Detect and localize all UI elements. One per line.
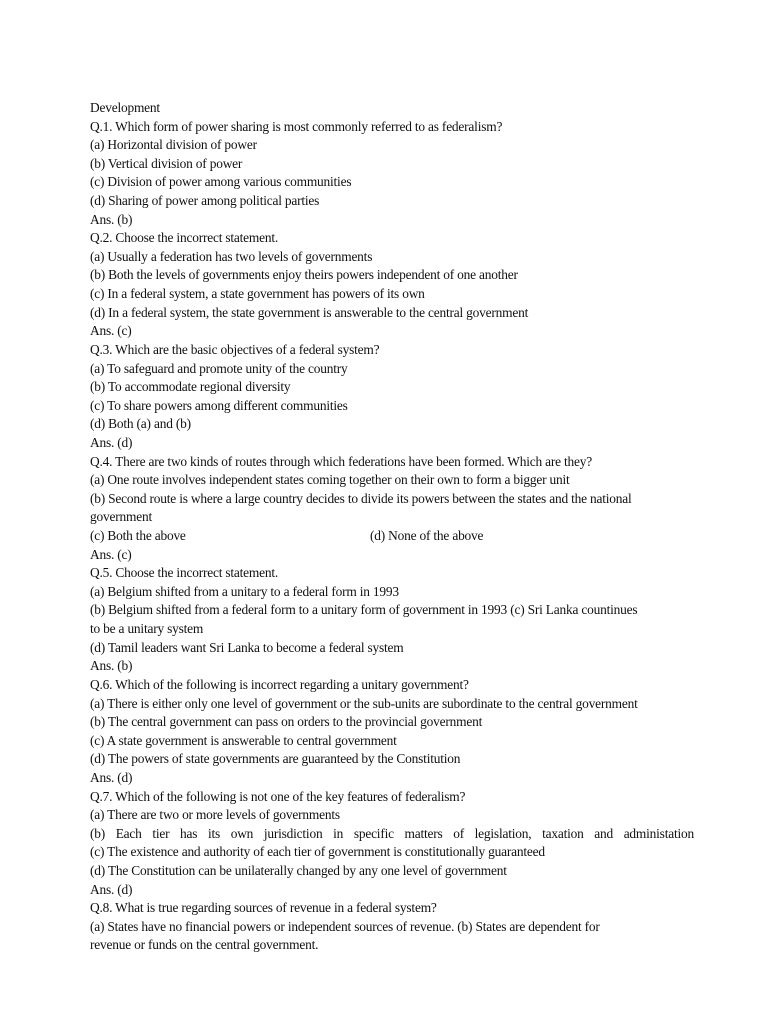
q3-answer: Ans. (d) — [90, 434, 133, 450]
q3-option-d: (d) Both (a) and (b) — [90, 416, 191, 432]
q2-option-b: (b) Both the levels of governments enjoy theirs powers independent of one another — [90, 267, 518, 283]
question-5: Q.5. Choose the incorrect statement. — [90, 565, 279, 581]
question-6: Q.6. Which of the following is incorrect regarding a unitary government? — [90, 676, 469, 692]
q7-option-a: (a) There are two or more levels of governments — [90, 807, 340, 823]
q2-option-d: (d) In a federal system, the state government is answerable to the central government — [90, 304, 529, 320]
q1-answer: Ans. (b) — [90, 211, 133, 227]
q5-answer: Ans. (b) — [90, 658, 133, 674]
q2-option-a: (a) Usually a federation has two levels of governments — [90, 248, 373, 264]
q4-answer: Ans. (c) — [90, 546, 132, 562]
q3-option-b: (b) To accommodate regional diversity — [90, 379, 291, 395]
q1-option-d: (d) Sharing of power among political parties — [90, 193, 320, 209]
question-3: Q.3. Which are the basic objectives of a federal system? — [90, 341, 380, 357]
q5-option-d: (d) Tamil leaders want Sri Lanka to become a federal system — [90, 639, 404, 655]
q6-option-c: (c) A state government is answerable to central government — [90, 732, 397, 748]
q6-option-b: (b) The central government can pass on orders to the provincial government — [90, 714, 483, 730]
q2-answer: Ans. (c) — [90, 323, 132, 339]
q4-option-b-line2: government — [90, 509, 152, 525]
q4-option-d: (d) None of the above — [370, 528, 484, 544]
q4-option-b-line1: (b) Second route is where a large country decides to divide its powers between the states and the national — [90, 490, 632, 506]
question-7: Q.7. Which of the following is not one of the key features of federalism? — [90, 788, 466, 804]
document-page — [90, 99, 694, 955]
q4-option-c: (c) Both the above — [90, 528, 186, 544]
q5-option-bc-line2: to be a unitary system — [90, 621, 204, 637]
question-8: Q.8. What is true regarding sources of revenue in a federal system? — [90, 900, 437, 916]
q2-option-c: (c) In a federal system, a state government has powers of its own — [90, 286, 425, 302]
question-2: Q.2. Choose the incorrect statement. — [90, 230, 279, 246]
q1-option-a: (a) Horizontal division of power — [90, 137, 257, 153]
q3-option-a: (a) To safeguard and promote unity of the country — [90, 360, 348, 376]
q7-answer: Ans. (d) — [90, 881, 133, 897]
q6-option-a: (a) There is either only one level of government or the sub-units are subordinate to the central government — [90, 695, 638, 711]
q3-option-c: (c) To share powers among different communities — [90, 397, 348, 413]
q4-options-cd-row — [90, 527, 694, 546]
q7-option-d: (d) The Constitution can be unilaterally changed by any one level of government — [90, 862, 507, 878]
q8-option-ab-line1: (a) States have no financial powers or independent sources of revenue. (b) States are dependent for — [90, 918, 600, 934]
q7-option-c: (c) The existence and authority of each tier of government is constitutionally guaranteed — [90, 844, 545, 860]
q5-option-a: (a) Belgium shifted from a unitary to a federal form in 1993 — [90, 583, 399, 599]
q4-option-a: (a) One route involves independent states coming together on their own to form a bigger unit — [90, 472, 570, 488]
q1-option-b: (b) Vertical division of power — [90, 155, 243, 171]
q7-option-b: (b) Each tier has its own jurisdiction in specific matters of legislation, taxation and administation — [90, 825, 694, 841]
question-4: Q.4. There are two kinds of routes through which federations have been formed. Which are they? — [90, 453, 593, 469]
q6-answer: Ans. (d) — [90, 769, 133, 785]
doc-heading: Development — [90, 100, 160, 115]
q1-option-c: (c) Division of power among various communities — [90, 174, 352, 190]
q5-option-bc-line1: (b) Belgium shifted from a federal form to a unitary form of government in 1993 (c) Sri Lanka countinues — [90, 602, 638, 618]
q6-option-d: (d) The powers of state governments are guaranteed by the Constitution — [90, 751, 461, 767]
question-1: Q.1. Which form of power sharing is most commonly referred to as federalism? — [90, 118, 503, 134]
q8-option-ab-line2: revenue or funds on the central government. — [90, 937, 319, 953]
